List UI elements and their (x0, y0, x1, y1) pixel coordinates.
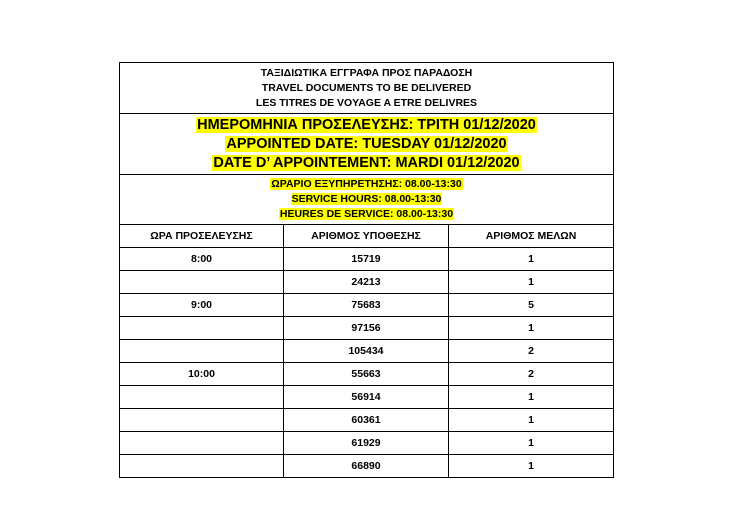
case-number-cell: 97156 (284, 317, 449, 340)
arrival-time-cell: 8:00 (120, 248, 284, 271)
appointment-date-row (120, 114, 614, 175)
title-french: LES TITRES DE VOYAGE A ETRE DELIVRES (255, 96, 478, 109)
table-row (120, 386, 614, 409)
service-hours-row (120, 175, 614, 225)
member-count-cell: 2 (449, 340, 614, 363)
case-number-cell: 55663 (284, 363, 449, 386)
document-title-cell (120, 63, 614, 114)
schedule-rows (120, 248, 614, 478)
case-number-cell: 56914 (284, 386, 449, 409)
table-row (120, 432, 614, 455)
member-count-cell: 1 (449, 317, 614, 340)
appointment-date-french: DATE D’ APPOINTEMENT: MARDI 01/12/2020 (213, 154, 520, 171)
case-number-cell: 75683 (284, 294, 449, 317)
arrival-time-cell (120, 432, 284, 455)
service-hours-french: HEURES DE SERVICE: 08.00-13:30 (279, 208, 454, 220)
member-count-cell: 1 (449, 409, 614, 432)
member-count-cell: 1 (449, 455, 614, 478)
delivery-schedule-document (119, 62, 613, 478)
arrival-time-cell (120, 340, 284, 363)
table-row (120, 363, 614, 386)
table-row (120, 317, 614, 340)
column-header-arrival-time: ΩΡΑ ΠΡΟΣΕΛΕΥΣΗΣ (120, 225, 284, 248)
title-greek: ΤΑΞΙΔΙΩΤΙΚΑ ΕΓΓΡΑΦΑ ΠΡΟΣ ΠΑΡΑΔΟΣΗ (260, 66, 473, 79)
member-count-cell: 1 (449, 432, 614, 455)
appointment-date-english: APPOINTED DATE: TUESDAY 01/12/2020 (226, 135, 507, 152)
member-count-cell: 1 (449, 271, 614, 294)
column-header-member-count: ΑΡΙΘΜΟΣ ΜΕΛΩΝ (449, 225, 614, 248)
table-row (120, 340, 614, 363)
table-row (120, 248, 614, 271)
case-number-cell: 61929 (284, 432, 449, 455)
case-number-cell: 60361 (284, 409, 449, 432)
table-row (120, 271, 614, 294)
member-count-cell: 2 (449, 363, 614, 386)
arrival-time-cell (120, 317, 284, 340)
arrival-time-cell (120, 386, 284, 409)
arrival-time-cell (120, 409, 284, 432)
member-count-cell: 1 (449, 386, 614, 409)
case-number-cell: 66890 (284, 455, 449, 478)
service-hours-cell (120, 175, 614, 225)
case-number-cell: 15719 (284, 248, 449, 271)
case-number-cell: 105434 (284, 340, 449, 363)
service-hours-greek: ΩΡΑΡΙΟ ΕΞΥΠΗΡΕΤΗΣΗΣ: 08.00-13:30 (271, 178, 462, 190)
schedule-table (119, 62, 614, 478)
table-row (120, 455, 614, 478)
member-count-cell: 5 (449, 294, 614, 317)
document-title-row (120, 63, 614, 114)
member-count-cell: 1 (449, 248, 614, 271)
arrival-time-cell: 10:00 (120, 363, 284, 386)
arrival-time-cell (120, 455, 284, 478)
column-header-row (120, 225, 614, 248)
table-row (120, 294, 614, 317)
title-english: TRAVEL DOCUMENTS TO BE DELIVERED (261, 81, 472, 94)
appointment-date-greek: ΗΜΕΡΟΜΗΝΙΑ ΠΡΟΣΕΛΕΥΣΗΣ: ΤΡΙΤΗ 01/12/2020 (197, 116, 536, 133)
case-number-cell: 24213 (284, 271, 449, 294)
arrival-time-cell: 9:00 (120, 294, 284, 317)
arrival-time-cell (120, 271, 284, 294)
service-hours-english: SERVICE HOURS: 08.00-13:30 (291, 193, 442, 205)
column-header-case-number: ΑΡΙΘΜΟΣ ΥΠΟΘΕΣΗΣ (284, 225, 449, 248)
table-row (120, 409, 614, 432)
appointment-date-cell (120, 114, 614, 175)
